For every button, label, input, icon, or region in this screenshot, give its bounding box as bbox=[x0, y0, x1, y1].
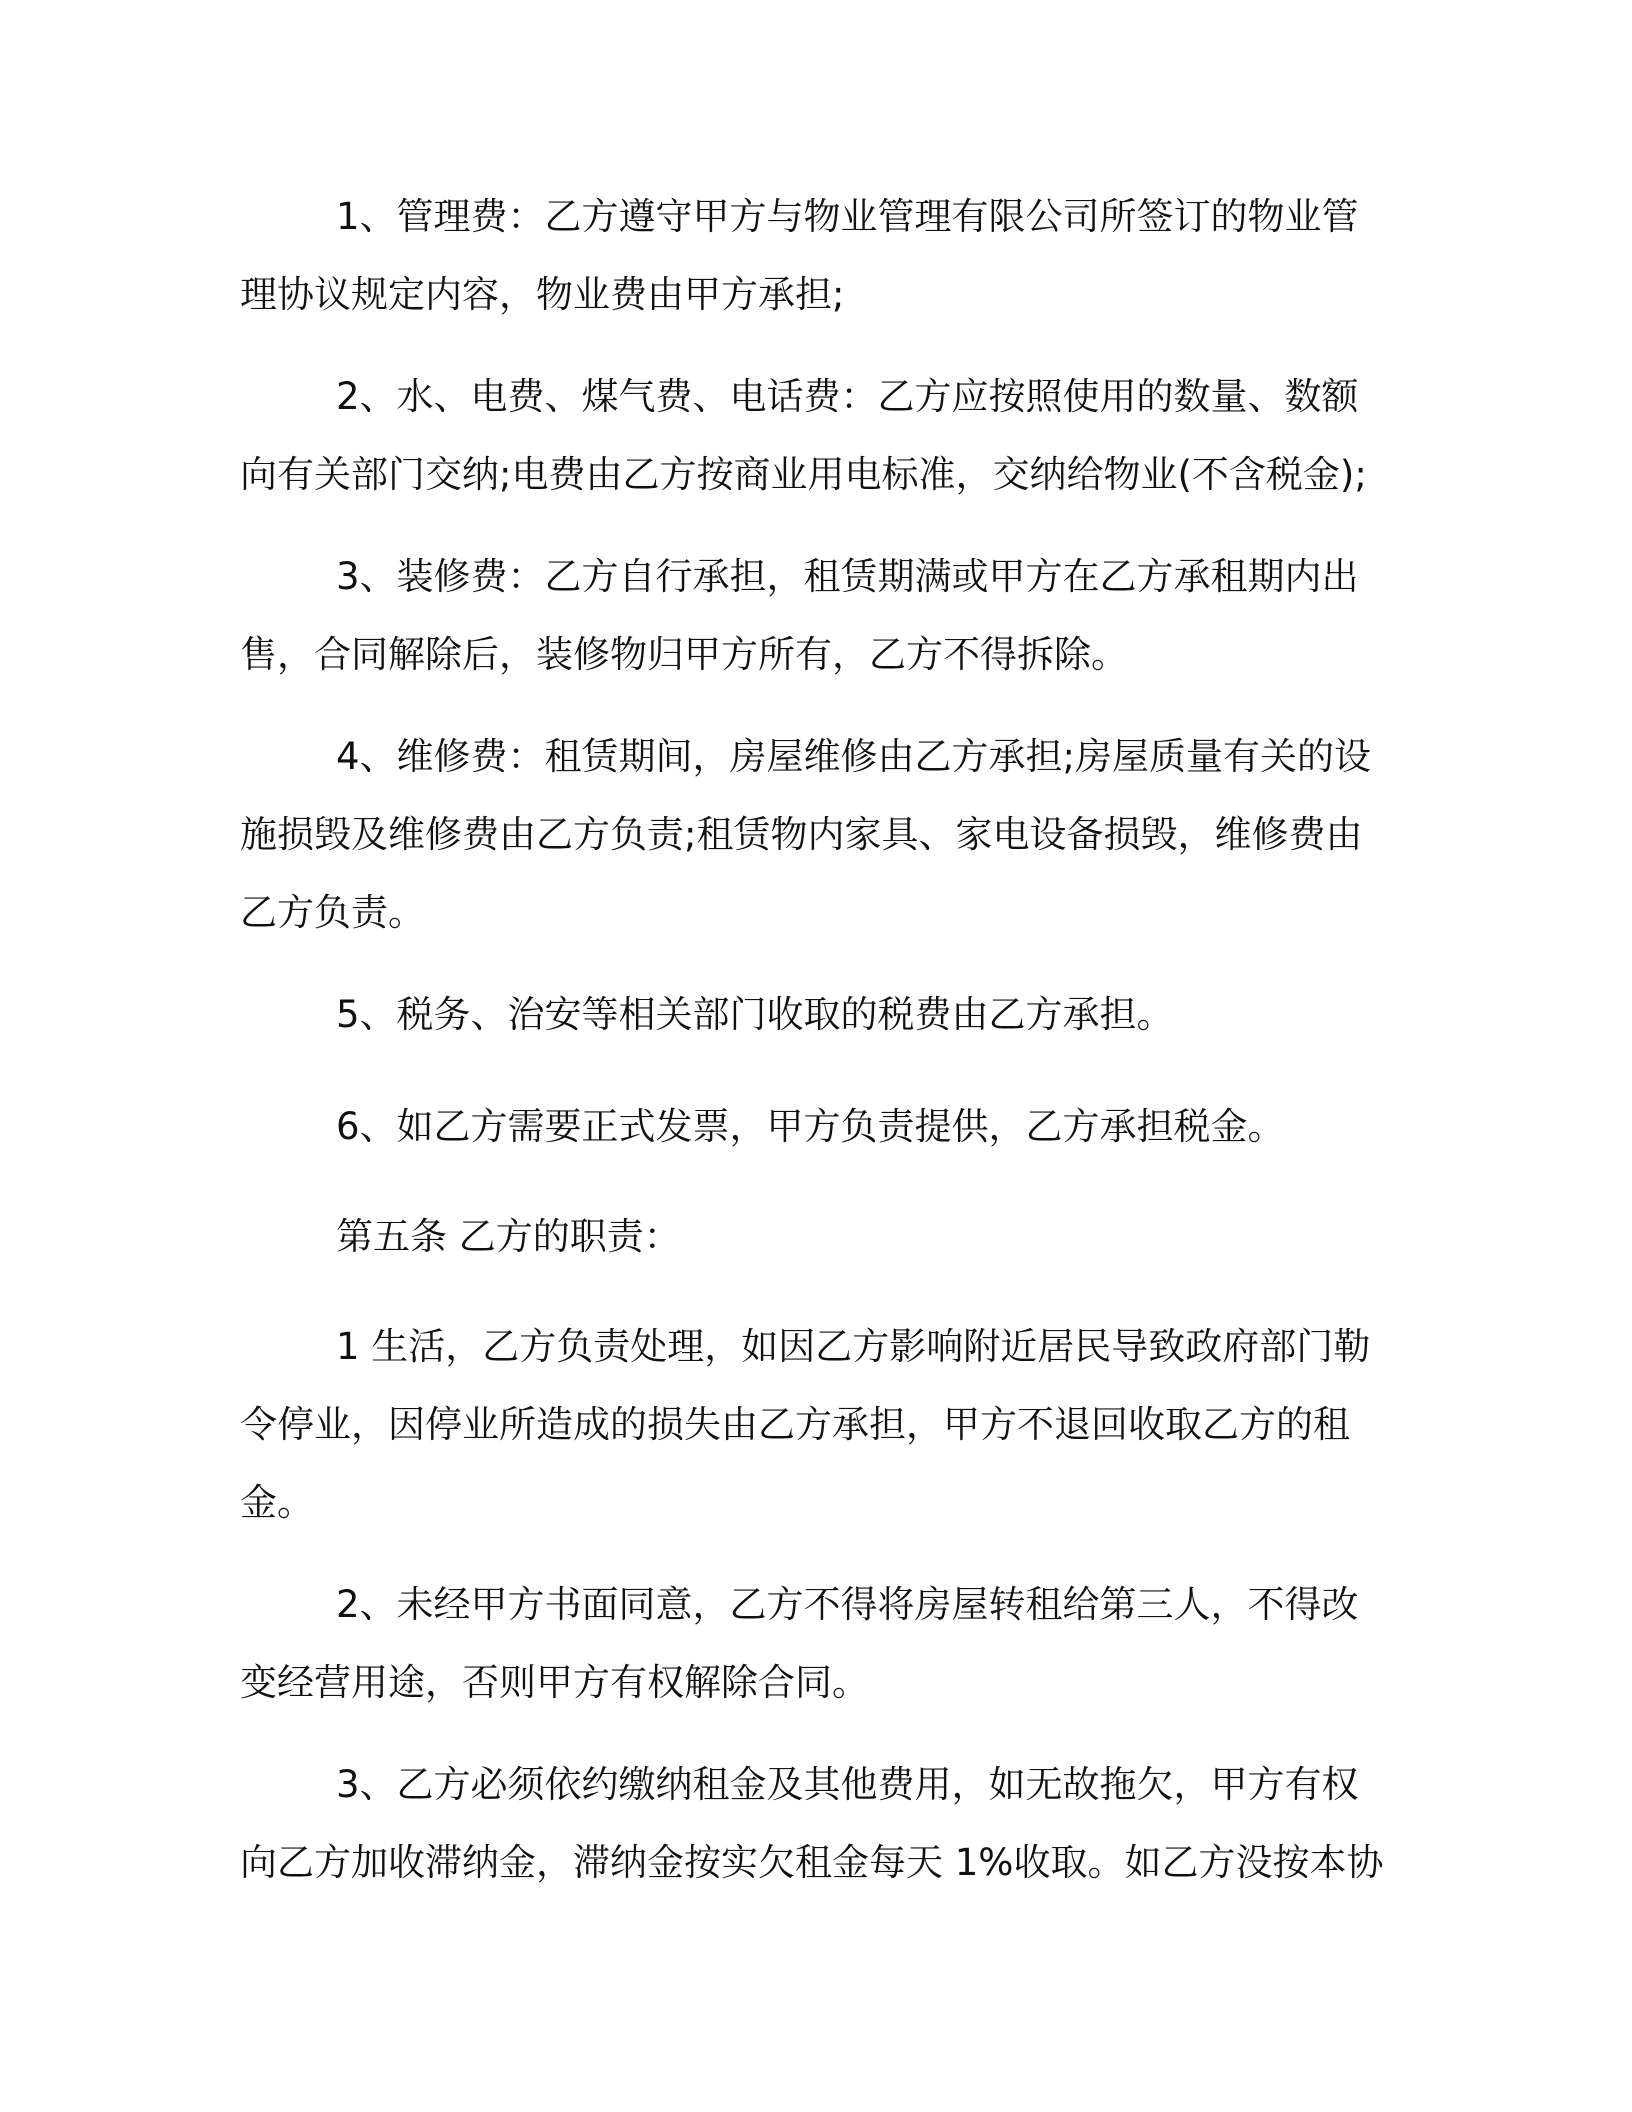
text-line: 1、管理费：乙方遵守甲方与物业管理有限公司所签订的物业管 bbox=[336, 195, 1359, 238]
text-line: 施损毁及维修费由乙方负责;租赁物内家具、家电设备损毁，维修费由 bbox=[240, 813, 1363, 856]
text-line: 理协议规定内容，物业费由甲方承担; bbox=[240, 273, 845, 316]
text-line: 乙方负责。 bbox=[240, 891, 425, 934]
section-heading-article-5 bbox=[240, 1198, 1395, 1276]
text-line: 5、税务、治安等相关部门收取的税费由乙方承担。 bbox=[336, 993, 1174, 1036]
paragraph-repair-fee bbox=[240, 718, 1395, 952]
paragraph-utility-fees bbox=[240, 358, 1395, 514]
paragraph-duty-2 bbox=[240, 1566, 1395, 1722]
text-line: 令停业，因停业所造成的损失由乙方承担，甲方不退回收取乙方的租 bbox=[240, 1403, 1350, 1446]
text-line: 2、未经甲方书面同意，乙方不得将房屋转租给第三人，不得改 bbox=[336, 1583, 1359, 1626]
text-line: 第五条 乙方的职责： bbox=[336, 1215, 681, 1258]
paragraph-invoice bbox=[240, 1088, 1395, 1166]
text-line: 2、水、电费、煤气费、电话费：乙方应按照使用的数量、数额 bbox=[336, 375, 1359, 418]
text-line: 3、装修费：乙方自行承担，租赁期满或甲方在乙方承租期内出 bbox=[336, 555, 1359, 598]
text-line: 向乙方加收滞纳金，滞纳金按实欠租金每天 1%收取。如乙方没按本协 bbox=[240, 1841, 1384, 1884]
text-line: 变经营用途，否则甲方有权解除合同。 bbox=[240, 1661, 869, 1704]
text-line: 6、如乙方需要正式发票，甲方负责提供，乙方承担税金。 bbox=[336, 1105, 1285, 1148]
text-line: 1 生活，乙方负责处理，如因乙方影响附近居民导致政府部门勒 bbox=[336, 1325, 1371, 1368]
paragraph-management-fee bbox=[240, 178, 1395, 334]
paragraph-renovation-fee bbox=[240, 538, 1395, 694]
text-line: 4、维修费：租赁期间，房屋维修由乙方承担;房屋质量有关的设 bbox=[336, 735, 1372, 778]
text-line: 向有关部门交纳;电费由乙方按商业用电标准，交纳给物业(不含税金); bbox=[240, 453, 1367, 496]
paragraph-duty-1 bbox=[240, 1308, 1395, 1542]
paragraph-taxes bbox=[240, 976, 1395, 1054]
paragraph-duty-3 bbox=[240, 1746, 1395, 1902]
text-line: 金。 bbox=[240, 1481, 314, 1524]
text-line: 售，合同解除后，装修物归甲方所有，乙方不得拆除。 bbox=[240, 633, 1128, 676]
text-line: 3、乙方必须依约缴纳租金及其他费用，如无故拖欠，甲方有权 bbox=[336, 1763, 1359, 1806]
